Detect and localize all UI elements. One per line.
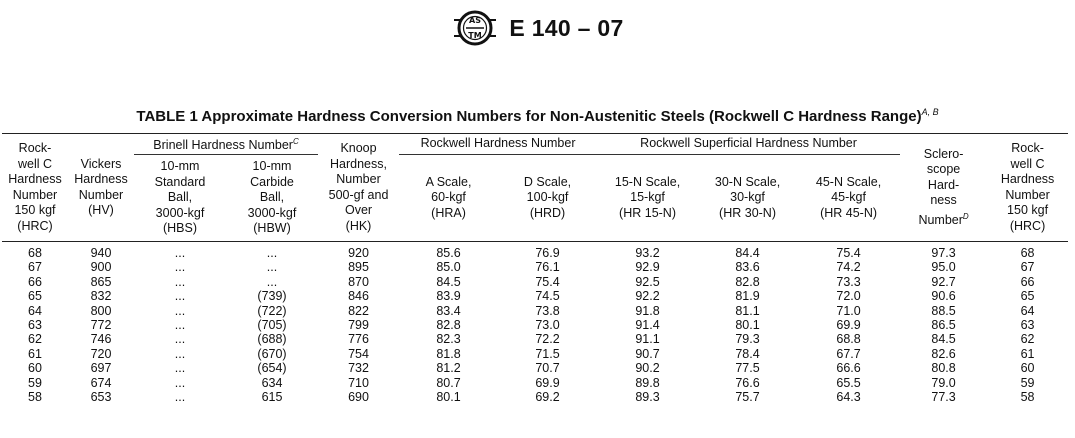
table-cell: 79.0 bbox=[931, 375, 956, 390]
table-cell: 940 bbox=[90, 246, 112, 260]
table-cell: 80.1 bbox=[436, 390, 461, 405]
table-cell: 58 bbox=[28, 390, 42, 405]
svg-text:TM: TM bbox=[468, 31, 483, 40]
table-cell: 68 bbox=[28, 246, 42, 260]
table-cell: (739) bbox=[257, 289, 287, 304]
table-cell: 61 bbox=[1020, 346, 1035, 361]
table-cell: 77.5 bbox=[735, 361, 760, 376]
header-line: Hardness, bbox=[330, 156, 387, 171]
header-line: ness bbox=[930, 193, 957, 208]
table-cell: 92.9 bbox=[635, 260, 660, 275]
table-cell: 73.0 bbox=[535, 318, 560, 333]
header-line: scope bbox=[926, 162, 961, 177]
header-line: Hardness bbox=[74, 172, 128, 186]
table-cell: ... bbox=[266, 260, 278, 275]
table-row bbox=[2, 275, 1068, 289]
table-cell: 75.4 bbox=[836, 246, 861, 260]
header-line: (HRA) bbox=[431, 205, 466, 220]
brinell-group-header: Brinell Hardness Number$^C$ bbox=[134, 134, 318, 155]
table-cell: ... bbox=[174, 289, 186, 304]
table-cell: 90.7 bbox=[635, 346, 660, 361]
table-cell: ... bbox=[174, 274, 186, 289]
col-hrc-right-header bbox=[987, 134, 1068, 242]
header-line: Number bbox=[336, 172, 381, 186]
table-cell: 822 bbox=[348, 303, 369, 318]
table-cell: 82.8 bbox=[735, 274, 760, 289]
header-line: (HBS) bbox=[162, 221, 198, 236]
table-cell: 776 bbox=[348, 332, 369, 347]
table-cell: 800 bbox=[90, 303, 112, 318]
header-line: Number bbox=[918, 212, 963, 227]
table-cell: 60 bbox=[28, 361, 42, 376]
table-cell: 91.4 bbox=[635, 318, 660, 333]
col-hr45n-header bbox=[797, 155, 900, 242]
header-line: 100-kgf bbox=[526, 190, 569, 205]
header-line: 500-gf and bbox=[328, 187, 389, 202]
table-cell: (670) bbox=[257, 346, 287, 361]
table-cell: 72.2 bbox=[535, 332, 560, 347]
table-cell: ... bbox=[174, 303, 186, 318]
table-row bbox=[2, 260, 1068, 274]
table-cell: 76.9 bbox=[535, 246, 560, 260]
table-cell: 66 bbox=[28, 274, 42, 289]
header-line: 30-kgf bbox=[730, 190, 765, 205]
table-cell: 59 bbox=[28, 375, 42, 390]
table-cell: 846 bbox=[348, 289, 369, 304]
header-line: Number bbox=[78, 187, 124, 202]
header-footnote: D bbox=[962, 211, 969, 221]
table-cell: 62 bbox=[28, 332, 42, 347]
table-cell: 72.0 bbox=[836, 289, 861, 304]
col-hr30n-header bbox=[698, 155, 797, 242]
table-row bbox=[2, 390, 1068, 404]
table-row bbox=[2, 318, 1068, 332]
header-line: 15-kgf bbox=[630, 190, 665, 205]
table-cell: 76.1 bbox=[535, 260, 560, 275]
table-cell: 71.0 bbox=[836, 303, 861, 318]
table-cell: 772 bbox=[90, 318, 112, 333]
header-line: 15-N Scale, bbox=[614, 174, 681, 189]
table-cell: ... bbox=[174, 346, 186, 361]
col-hra-header bbox=[399, 155, 498, 242]
table-cell: 61 bbox=[28, 346, 42, 361]
table-cell: 60 bbox=[1020, 361, 1035, 376]
table-cell: 89.8 bbox=[635, 375, 660, 390]
table-cell: 900 bbox=[90, 260, 112, 275]
table-cell: 653 bbox=[90, 390, 112, 405]
header-line: 60-kgf bbox=[431, 190, 466, 205]
header-line: (HRC) bbox=[17, 218, 53, 233]
table-cell: 67 bbox=[28, 260, 42, 275]
table-cell: ... bbox=[266, 246, 278, 260]
table-cell: 75.7 bbox=[735, 390, 760, 405]
header-line: (HRD) bbox=[529, 205, 566, 220]
table-row bbox=[2, 304, 1068, 318]
header-line: (HV) bbox=[88, 203, 114, 217]
table-cell: 81.2 bbox=[436, 361, 461, 376]
table-cell: ... bbox=[174, 246, 186, 260]
header-line: Number bbox=[1005, 187, 1050, 202]
table-cell: 80.8 bbox=[931, 361, 956, 376]
table-cell: (654) bbox=[257, 361, 287, 376]
table-cell: 870 bbox=[348, 274, 369, 289]
table-cell: 89.3 bbox=[635, 390, 660, 405]
table-cell: 674 bbox=[90, 375, 112, 390]
header-line: Rock- bbox=[18, 141, 52, 155]
table-cell: 73.8 bbox=[535, 303, 560, 318]
astm-logo-icon bbox=[451, 8, 499, 48]
header-line: (HR 30-N) bbox=[719, 205, 776, 220]
table-cell: 66.6 bbox=[836, 361, 861, 376]
table-cell: 77.3 bbox=[931, 390, 956, 405]
header-line: Ball, bbox=[167, 190, 193, 205]
table-cell: 65 bbox=[28, 289, 42, 304]
table-cell: 92.7 bbox=[931, 274, 956, 289]
table-cell: 82.6 bbox=[931, 346, 956, 361]
table-cell: 63 bbox=[28, 318, 42, 333]
table-cell: 895 bbox=[348, 260, 369, 275]
table-cell: 64.3 bbox=[836, 390, 861, 405]
header-line: (HK) bbox=[345, 218, 372, 233]
table-cell: ... bbox=[174, 260, 186, 275]
table-cell: 74.5 bbox=[535, 289, 560, 304]
col-hv-header bbox=[68, 134, 134, 242]
table-cell: ... bbox=[174, 332, 186, 347]
header-line: Carbide bbox=[250, 174, 294, 189]
header-line: Knoop bbox=[340, 141, 377, 155]
table-cell: 720 bbox=[90, 346, 112, 361]
table-cell: 732 bbox=[348, 361, 369, 376]
table-cell: 92.2 bbox=[635, 289, 660, 304]
header-line: Hard- bbox=[927, 177, 960, 192]
col-hr15n-header bbox=[597, 155, 698, 242]
table-cell: (705) bbox=[257, 318, 287, 333]
header-line: 30-N Scale, bbox=[714, 174, 781, 189]
table-cell: 81.9 bbox=[735, 289, 760, 304]
header-line: Hardness bbox=[1000, 172, 1055, 186]
header-line: well C bbox=[17, 156, 53, 171]
table-cell: 71.5 bbox=[535, 346, 560, 361]
table-cell: 69.9 bbox=[836, 318, 861, 333]
table-row bbox=[2, 361, 1068, 375]
table-cell: 90.2 bbox=[635, 361, 660, 376]
table-title bbox=[0, 107, 1075, 125]
col-sclero-header bbox=[900, 134, 987, 242]
table-cell: 59 bbox=[1020, 375, 1035, 390]
table-cell: 80.7 bbox=[436, 375, 461, 390]
header-line: 45-N Scale, bbox=[815, 174, 882, 189]
header-line: 150 kgf bbox=[14, 203, 56, 217]
table-title-text: TABLE 1 Approximate Hardness Conversion Numbers for Non-Austenitic Steels (Rockwell C Hardness Range) bbox=[136, 108, 922, 125]
col-hbw-header bbox=[226, 155, 318, 242]
table-cell: 75.4 bbox=[535, 274, 560, 289]
table-cell: 88.5 bbox=[931, 303, 956, 318]
table-cell: 76.6 bbox=[735, 375, 760, 390]
table-cell: ... bbox=[174, 361, 186, 376]
table-cell: 690 bbox=[348, 390, 369, 405]
header-line: Hardness bbox=[8, 172, 62, 186]
header-line: Over bbox=[344, 203, 373, 217]
table-cell: 710 bbox=[348, 375, 369, 390]
header-line: Number bbox=[12, 187, 58, 202]
table-cell: ... bbox=[174, 375, 186, 390]
header-line: 3000-kgf bbox=[155, 205, 205, 220]
table-cell: 80.1 bbox=[735, 318, 760, 333]
table-cell: 615 bbox=[261, 390, 283, 405]
table-cell: 91.1 bbox=[635, 332, 660, 347]
header-line: Vickers bbox=[80, 156, 122, 171]
table-cell: 64 bbox=[1020, 303, 1035, 318]
table-cell: (688) bbox=[257, 332, 287, 347]
table-cell: 95.0 bbox=[931, 260, 956, 275]
header-line: Standard bbox=[154, 174, 206, 189]
table-cell: 58 bbox=[1020, 390, 1035, 405]
table-cell: 92.5 bbox=[635, 274, 660, 289]
table-cell: 79.3 bbox=[735, 332, 760, 347]
table-cell: 78.4 bbox=[735, 346, 760, 361]
table-row bbox=[2, 242, 1068, 261]
table-cell: 65 bbox=[1020, 289, 1035, 304]
table-cell: 68.8 bbox=[836, 332, 861, 347]
table-cell: 920 bbox=[348, 246, 369, 260]
header-line: 45-kgf bbox=[831, 190, 866, 205]
header-line: (HRC) bbox=[1009, 218, 1046, 233]
table-cell: 84.5 bbox=[931, 332, 956, 347]
table-cell: ... bbox=[174, 318, 186, 333]
table-cell: 67.7 bbox=[836, 346, 861, 361]
table-cell: 84.4 bbox=[735, 246, 760, 260]
table-cell: 66 bbox=[1020, 274, 1035, 289]
table-cell: 62 bbox=[1020, 332, 1035, 347]
table-cell: (722) bbox=[257, 303, 287, 318]
table-cell: 69.9 bbox=[535, 375, 560, 390]
superficial-group-header: Rockwell Superficial Hardness Number bbox=[597, 134, 900, 155]
table-cell: 81.1 bbox=[735, 303, 760, 318]
table-cell: 697 bbox=[90, 361, 112, 376]
table-cell: 84.5 bbox=[436, 274, 461, 289]
table-cell: 93.2 bbox=[635, 246, 660, 260]
header-line: A Scale, bbox=[425, 174, 472, 189]
header-line: Rock- bbox=[1011, 141, 1044, 155]
table-cell: 63 bbox=[1020, 318, 1035, 333]
table-header bbox=[2, 134, 1068, 242]
header-line: Ball, bbox=[259, 190, 285, 205]
header-line: 3000-kgf bbox=[247, 205, 297, 220]
table-cell: 83.9 bbox=[436, 289, 461, 304]
col-hbs-header bbox=[134, 155, 226, 242]
header-line: Sclero- bbox=[923, 146, 964, 161]
hardness-conversion-table bbox=[2, 133, 1068, 404]
table-cell: 86.5 bbox=[931, 318, 956, 333]
header-line: 10-mm bbox=[160, 159, 200, 174]
table-row bbox=[2, 332, 1068, 346]
document-id: E 140 – 07 bbox=[509, 14, 624, 41]
table-cell: 865 bbox=[90, 274, 112, 289]
table-cell: 64 bbox=[28, 303, 42, 318]
table-cell: 634 bbox=[261, 375, 283, 390]
header-line: well C bbox=[1010, 156, 1045, 171]
table-cell: 70.7 bbox=[535, 361, 560, 376]
table-cell: 82.8 bbox=[436, 318, 461, 333]
table-body bbox=[2, 242, 1068, 405]
rockwell-group-header: Rockwell Hardness Number bbox=[399, 134, 597, 155]
table-cell: 90.6 bbox=[931, 289, 956, 304]
table-cell: 82.3 bbox=[436, 332, 461, 347]
table-cell: 799 bbox=[348, 318, 369, 333]
table-cell: 85.6 bbox=[436, 246, 461, 260]
col-hk-header bbox=[318, 134, 399, 242]
col-hrd-header bbox=[498, 155, 597, 242]
svg-text:AS: AS bbox=[469, 16, 482, 25]
col-hrc-left-header bbox=[2, 134, 68, 242]
table-cell: 754 bbox=[348, 346, 369, 361]
table-cell: 69.2 bbox=[535, 390, 560, 405]
header-line: (HR 15-N) bbox=[619, 205, 676, 220]
table-cell: ... bbox=[266, 274, 278, 289]
header-line: D Scale, bbox=[523, 174, 572, 189]
table-cell: 832 bbox=[90, 289, 112, 304]
table-cell: 74.2 bbox=[836, 260, 861, 275]
table-cell: 83.4 bbox=[436, 303, 461, 318]
table-cell: 81.8 bbox=[436, 346, 461, 361]
table-cell: 91.8 bbox=[635, 303, 660, 318]
header-line: 150 kgf bbox=[1007, 203, 1049, 217]
table-cell: 83.6 bbox=[735, 260, 760, 275]
table-cell: ... bbox=[174, 390, 186, 405]
table-cell: 67 bbox=[1020, 260, 1035, 275]
table-cell: 97.3 bbox=[931, 246, 956, 260]
table-row bbox=[2, 376, 1068, 390]
header-line: (HBW) bbox=[253, 221, 291, 236]
table-cell: 65.5 bbox=[836, 375, 861, 390]
document-header bbox=[0, 8, 1075, 48]
table-title-footnotes: A, B bbox=[921, 107, 939, 117]
table-cell: 746 bbox=[90, 332, 112, 347]
header-line: 10-mm bbox=[252, 159, 292, 174]
header-line: (HR 45-N) bbox=[820, 205, 878, 220]
table-cell: 68 bbox=[1020, 246, 1035, 260]
table-row bbox=[2, 289, 1068, 303]
table-row bbox=[2, 347, 1068, 361]
table-cell: 73.3 bbox=[836, 274, 861, 289]
table-cell: 85.0 bbox=[436, 260, 461, 275]
